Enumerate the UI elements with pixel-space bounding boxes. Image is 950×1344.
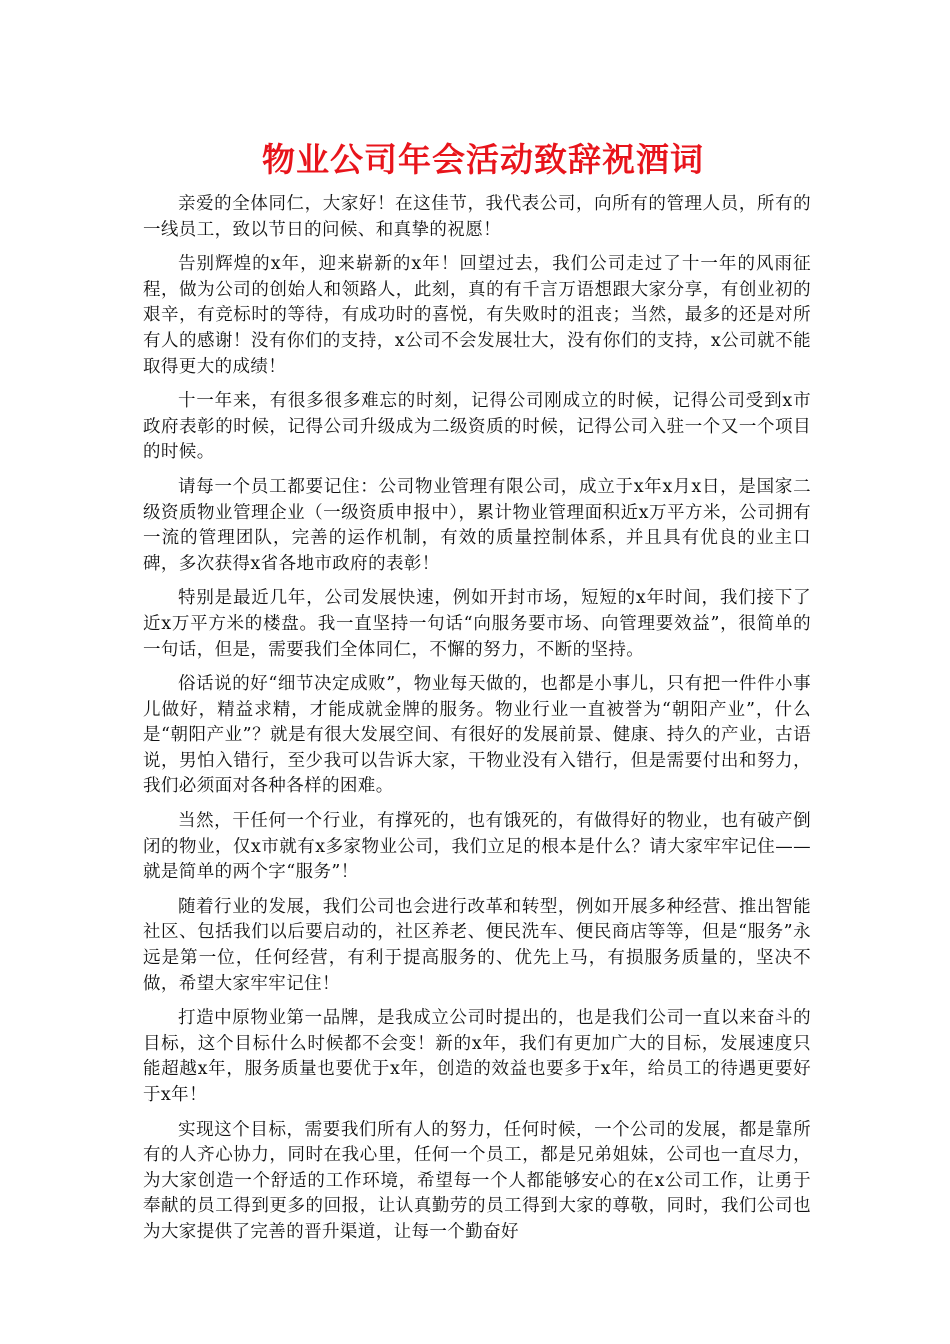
paragraph: 实现这个目标，需要我们所有人的努力，任何时候，一个公司的发展，都是靠所有的人齐心协力，同时在我心里，任何一个员工，都是兄弟姐妹，公司也一直尽力，为大家创造一个舒适的工作环境，希望每一个人都能够安心的在x公司工作，让勇于奉献的员工得到更多的回报，让认真勤劳的员工得到大家的尊敬，同时，我们公司也为大家提供了完善的晋升渠道，让每一个勤奋好 (143, 1119, 811, 1242)
document-title: 物业公司年会活动致辞祝酒词 (262, 140, 704, 179)
document-page (143, 138, 811, 1255)
paragraph: 俗话说的好“细节决定成败”，物业每天做的，也都是小事儿，只有把一件件小事儿做好，精益求精，才能成就金牌的服务。物业行业一直被誉为“朝阳产业”，什么是“朝阳产业”？就是有很大发展空间、有很好的发展前景、健康、持久的产业，古语说，男怕入错行，至少我可以告诉大家，干物业没有入错行，但是需要付出和努力，我们必须面对各种各样的困难。 (143, 674, 811, 797)
paragraph: 打造中原物业第一品牌，是我成立公司时提出的，也是我们公司一直以来奋斗的目标，这个目标什么时候都不会变！新的x年，我们有更加广大的目标，发展速度只能超越x年，服务质量也要优于x年，创造的效益也要多于x年，给员工的待遇更要好于x年！ (143, 1008, 811, 1105)
paragraph: 十一年来，有很多很多难忘的时刻，记得公司刚成立的时候，记得公司受到x市政府表彰的时候，记得公司升级成为二级资质的时候，记得公司入驻一个又一个项目的时候。 (143, 391, 811, 463)
paragraph: 亲爱的全体同仁，大家好！在这佳节，我代表公司，向所有的管理人员，所有的一线员工，致以节日的问候、和真挚的祝愿！ (143, 194, 811, 240)
paragraph: 告别辉煌的x年，迎来崭新的x年！回望过去，我们公司走过了十一年的风雨征程，做为公司的创始人和领路人，此刻，真的有千言万语想跟大家分享，有创业初的艰辛，有竞标时的等待，有成功时的喜悦，有失败时的沮丧；当然，最多的还是对所有人的感谢！没有你们的支持，x公司不会发展壮大，没有你们的支持，x公司就不能取得更大的成绩！ (143, 254, 811, 377)
paragraph: 特别是最近几年，公司发展快速，例如开封市场，短短的x年时间，我们接下了近x万平方米的楼盘。我一直坚持一句话“向服务要市场、向管理要效益”，很简单的一句话，但是，需要我们全体同仁，不懈的努力，不断的坚持。 (143, 588, 811, 660)
paragraph: 请每一个员工都要记住：公司物业管理有限公司，成立于x年x月x日，是国家二级资质物业管理企业（一级资质申报中），累计物业管理面积近x万平方米，公司拥有一流的管理团队，完善的运作机制，有效的质量控制体系，并且具有优良的业主口碑，多次获得x省各地市政府的表彰！ (143, 476, 811, 574)
paragraph: 当然，干任何一个行业，有撑死的，也有饿死的，有做得好的物业，也有破产倒闭的物业，仅x市就有x多家物业公司，我们立足的根本是什么？请大家牢牢记住——就是简单的两个字“服务”！ (143, 811, 811, 883)
paragraph: 随着行业的发展，我们公司也会进行改革和转型，例如开展多种经营、推出智能社区、包括我们以后要启动的，社区养老、便民洗车、便民商店等等，但是“服务”永远是第一位，任何经营，有利于提高服务的、优先上马，有损服务质量的，坚决不做，希望大家牢牢记住！ (143, 896, 811, 994)
